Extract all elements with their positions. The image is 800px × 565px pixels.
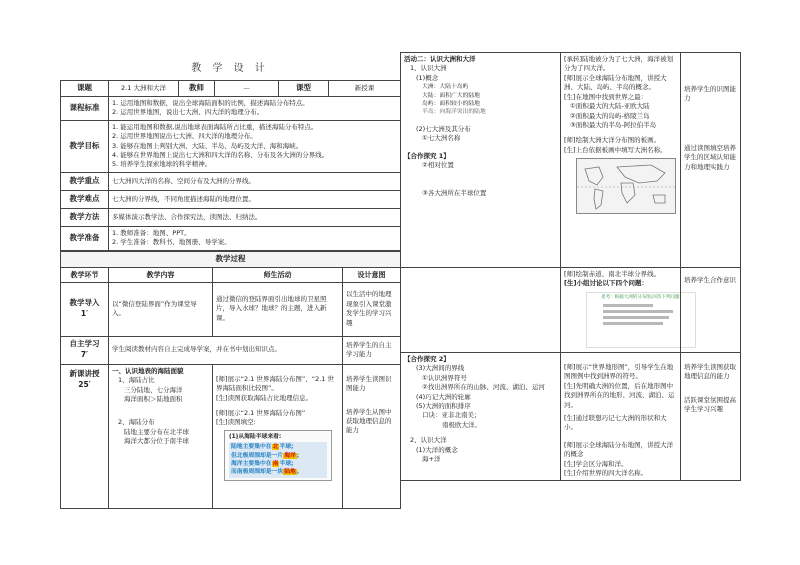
standard-item: 2. 运用世界地图，说出七大洲、四大洋的地理分布。 bbox=[112, 108, 264, 117]
activity-line: [生]在地图中找到世界之最： bbox=[564, 92, 648, 101]
coop-two-title: 【合作探究 2】 bbox=[404, 354, 450, 363]
content-line: 口诀：亚非北南美； bbox=[422, 411, 481, 420]
activity-line: [师]绘制赤道、南北半球分界线。 bbox=[564, 270, 661, 278]
new-stage-name: 新课讲授 bbox=[69, 368, 100, 378]
content-line: 大洲：大陆十岛屿 bbox=[422, 84, 469, 91]
right-activity-upper bbox=[561, 53, 681, 268]
content-line: ①七大洲名称 bbox=[422, 134, 461, 143]
content-line: 大陆：面积广大的陆地 bbox=[422, 92, 480, 99]
activity-line: ③面积最大的半岛-阿拉伯半岛 bbox=[570, 120, 657, 129]
intent-line: 活跃课堂氛围提高学生学习兴趣 bbox=[684, 395, 736, 414]
content-line: ②找出洲界所在的山脉、河流、湖泊、运河 bbox=[422, 383, 545, 392]
figure-text: ; bbox=[296, 452, 300, 459]
coop-one-title: 【合作探究 1】 bbox=[404, 151, 450, 160]
figure-line bbox=[231, 468, 325, 476]
goal-item: 3. 能够在地图上判别大洲、大陆、半岛、岛屿及大洋、海和海峡。 bbox=[112, 141, 303, 150]
continent-sketch-map bbox=[576, 158, 676, 214]
figure-answer: 南 bbox=[272, 460, 279, 467]
teacher-label: 教师 bbox=[179, 81, 215, 97]
content-line: 1、认识大洲 bbox=[410, 64, 447, 73]
standard-item: 1. 运用地图和数据，说出全球海陆面积的比例，描述海陆分布特点。 bbox=[112, 98, 309, 107]
col-header-stage: 教学环节 bbox=[61, 267, 109, 282]
content-line: (1)概念 bbox=[416, 73, 439, 82]
content-line: 海+洋 bbox=[422, 455, 441, 464]
prep-label: 教学准备 bbox=[61, 226, 109, 250]
content-line: 海洋大都分位于南半球 bbox=[124, 437, 189, 446]
activity-line: [生]读图填空: bbox=[216, 418, 256, 427]
teacher-value: — bbox=[215, 81, 279, 97]
intro-stage-name: 教学导入 bbox=[69, 298, 100, 308]
key-label: 教学重点 bbox=[61, 172, 109, 190]
content-line: (3)大洲间的界线 bbox=[416, 364, 465, 373]
intro-content: 以“微信登陆界面”作为课堂导入。 bbox=[109, 282, 213, 336]
figure-line bbox=[231, 460, 325, 468]
process-section-title: 教学过程 bbox=[61, 251, 401, 267]
content-heading: 2、海陆分布 bbox=[118, 418, 155, 427]
self-content: 学生阅读教材内容自主完成导学案，并在书中划出知识点。 bbox=[109, 336, 343, 364]
self-intent: 培养学生的自主学习能力 bbox=[343, 336, 401, 364]
content-line: 半岛：向海洋突出的陆地 bbox=[422, 109, 486, 116]
right-content-upper bbox=[401, 53, 561, 268]
prep-content bbox=[109, 226, 401, 250]
activity-line: [生]学会区分海和洋。 bbox=[564, 459, 628, 468]
difficult-label: 教学难点 bbox=[61, 190, 109, 208]
discussion-questions-thumbnail bbox=[586, 292, 696, 348]
course-value: 2.1 大洲和大洋 bbox=[109, 81, 179, 97]
goal-item: 5. 培养学生探索地球的科学精神。 bbox=[112, 160, 212, 169]
figure-text: 但北极周围却是一片 bbox=[231, 452, 284, 459]
type-value: 新授课 bbox=[329, 81, 401, 97]
right-intent-upper bbox=[681, 53, 741, 268]
figure-text: 半球; bbox=[279, 460, 294, 467]
activity-line: [师]展示“2.1 世界海陆分布图” bbox=[216, 408, 306, 417]
goal-item: 4. 能够在世界地图上说出七大洲和四大洋的名称、分布及各大洲的分界线。 bbox=[112, 150, 329, 159]
content-line: 陆地主要分布在北半球 bbox=[124, 427, 189, 436]
figure-text: 。 bbox=[296, 469, 303, 476]
right-content-lower bbox=[401, 352, 561, 481]
intro-stage-time: 1′ bbox=[80, 309, 89, 319]
goals-content bbox=[109, 120, 401, 172]
content-line: ①认识洲界符号 bbox=[422, 373, 467, 382]
intent-line: 培养学生从图中获取地理信息的能力 bbox=[346, 407, 392, 435]
right-intent-lower bbox=[681, 352, 741, 481]
new-intent bbox=[343, 364, 401, 508]
figure-text: 海洋主要集中在 bbox=[231, 460, 272, 467]
col-header-content: 教学内容 bbox=[109, 267, 213, 282]
content-line: (2)七大洲及其分布 bbox=[416, 124, 471, 133]
prep-item: 2. 学生准备：教科书、地图册、导学案。 bbox=[112, 238, 231, 247]
content-line: 三分陆地、七分海洋 bbox=[124, 385, 183, 394]
info-table bbox=[60, 80, 401, 251]
figure-title: (1)从海陆半球来看: bbox=[229, 433, 282, 440]
type-label: 课型 bbox=[279, 81, 329, 97]
content-line: 海洋面积＞陆地面积 bbox=[124, 394, 183, 403]
activity-two-title: 活动二：认识大洲和大洋 bbox=[404, 55, 476, 63]
sketch-map-icon bbox=[577, 159, 676, 214]
process-table bbox=[60, 251, 401, 509]
standard-content bbox=[109, 96, 401, 120]
prep-item: 1. 教师准备：地图、PPT。 bbox=[112, 228, 191, 237]
activity-line: [生]读图获取海陆占比地理信息。 bbox=[216, 393, 313, 402]
content-line: (5)大洲的面积排序 bbox=[416, 401, 471, 410]
figure-body bbox=[229, 442, 327, 478]
self-stage-name: 自主学习 bbox=[69, 339, 100, 349]
intent-line: 通过读图填空培养学生的区域认知能力和地理实践力 bbox=[684, 143, 736, 171]
figure-answer: 海洋 bbox=[284, 452, 296, 459]
intent-line: 培养学生读图获取地理信息的能力 bbox=[684, 362, 736, 381]
figure-text: 而南极周围却是一块 bbox=[231, 469, 284, 476]
lesson-plan-right bbox=[400, 52, 740, 481]
fill-in-figure bbox=[224, 430, 332, 481]
intro-intent: 以生活中的地理现象引入课堂激发学生的学习兴趣 bbox=[343, 282, 401, 336]
figure-text: 半球; bbox=[279, 444, 294, 451]
new-stage-time: 25′ bbox=[78, 379, 91, 389]
lesson-plan-left bbox=[60, 80, 400, 509]
content-line: ③各大洲所在半球位置 bbox=[422, 188, 487, 197]
content-heading: 1、海陆占比 bbox=[118, 376, 155, 385]
content-line: (1)大洋的概念 bbox=[416, 445, 458, 454]
content-line: (4)巧记大洲的轮廓 bbox=[416, 392, 471, 401]
goals-label: 教学目标 bbox=[61, 120, 109, 172]
activity-line: [生]通过联想巧记七大洲的形状和大小。 bbox=[564, 413, 667, 432]
activity-line: ①面积最大的大陆-亚欧大陆 bbox=[570, 102, 650, 111]
content-line: 2、认识大洋 bbox=[410, 436, 447, 445]
col-header-intent: 设计意图 bbox=[343, 267, 401, 282]
new-content-title: 一、认识地表的海陆面貌 bbox=[112, 366, 184, 375]
activity-line: [生]小组讨论以下四个问题： bbox=[564, 279, 648, 288]
activity-line: [生]先明确大洲的位置，后在地形图中找到洲界所在的地形、河流、湖泊、运河。 bbox=[564, 381, 675, 409]
key-content: 七大洲四大洋的名称、空间分布及大洲的分界线。 bbox=[109, 172, 401, 190]
activity-line: [生]介绍世界的四大洋名称。 bbox=[564, 469, 648, 478]
doc-title: 教 学 设 计 bbox=[191, 63, 269, 74]
right-activity-lower bbox=[561, 352, 681, 481]
intent-line: 培养学生的识图能力 bbox=[684, 85, 736, 103]
method-content: 多媒体演示教学法、合作探究法，读图法、归纳法。 bbox=[109, 208, 401, 226]
figure-line bbox=[231, 452, 325, 460]
self-stage bbox=[61, 336, 109, 364]
activity-line: [师]展示全球海陆分布地图，讲授大洲、大陆、岛屿、半岛的概念。 bbox=[564, 73, 667, 92]
questions-title: 思考：根据大洲的分布图,回答下列问题: bbox=[601, 294, 681, 300]
figure-answer: 北 bbox=[272, 444, 279, 451]
figure-text: 陆地主要集中在 bbox=[231, 444, 272, 451]
course-label: 课题 bbox=[61, 81, 109, 97]
intro-activity: 通过微信的登陆界面引出地球的卫星照片，导入水球？地球？的主题，进入新课。 bbox=[213, 282, 343, 336]
right-activity-middle bbox=[561, 268, 681, 353]
goal-item: 2. 运用世界地图说出七大洲、四大洋的地理分布。 bbox=[112, 132, 257, 141]
content-line: ②相对位置 bbox=[422, 161, 454, 170]
difficult-content: 七大洲的分界线，不同角度描述海陆的地理位置。 bbox=[109, 190, 401, 208]
figure-line bbox=[231, 443, 325, 451]
activity-line: [承转]陆地被分为了七大洲，海洋被划分为了四大洋。 bbox=[564, 55, 674, 73]
content-line: 南极欧大洋。 bbox=[442, 420, 481, 429]
intent-line: 培养学生读图识图能力 bbox=[346, 374, 392, 393]
activity-line: [师]绘制大洲大洋分布图的板画。 bbox=[564, 136, 661, 145]
new-content bbox=[109, 364, 213, 508]
activity-line: [师]展示全球海陆分布地图，讲授大洋的概念 bbox=[564, 440, 674, 459]
intent-line: 培养学生合作意识 bbox=[684, 276, 736, 284]
intro-stage bbox=[61, 282, 109, 336]
activity-line: [生]上台依据板画中填写大洲名称。 bbox=[564, 145, 667, 154]
activity-line: [师]展示“2.1 世界海陆分布图”、“2.1 世界海陆面积比较图”。 bbox=[216, 374, 334, 393]
right-content-middle bbox=[401, 268, 561, 353]
activity-line: ②面积最大的岛屿-格陵兰岛 bbox=[570, 111, 650, 120]
right-table bbox=[400, 52, 741, 481]
activity-line: [师]展示“世界地形图”，引导学生在地图图例中找到洲界的符号。 bbox=[564, 362, 674, 381]
self-stage-time: 7′ bbox=[80, 350, 89, 360]
method-label: 教学方法 bbox=[61, 208, 109, 226]
figure-answer: 陆地 bbox=[284, 469, 296, 476]
right-intent-middle bbox=[681, 268, 741, 353]
goal-item: 1. 能运用地图和数据,说出地球表面海陆所占比重，描述海陆分布特点。 bbox=[112, 122, 318, 131]
new-activity bbox=[213, 364, 343, 508]
col-header-activity: 师生活动 bbox=[213, 267, 343, 282]
content-line: 岛屿：面积较小的陆地 bbox=[422, 101, 480, 108]
standard-label: 课程标准 bbox=[61, 96, 109, 120]
new-stage bbox=[61, 364, 109, 508]
